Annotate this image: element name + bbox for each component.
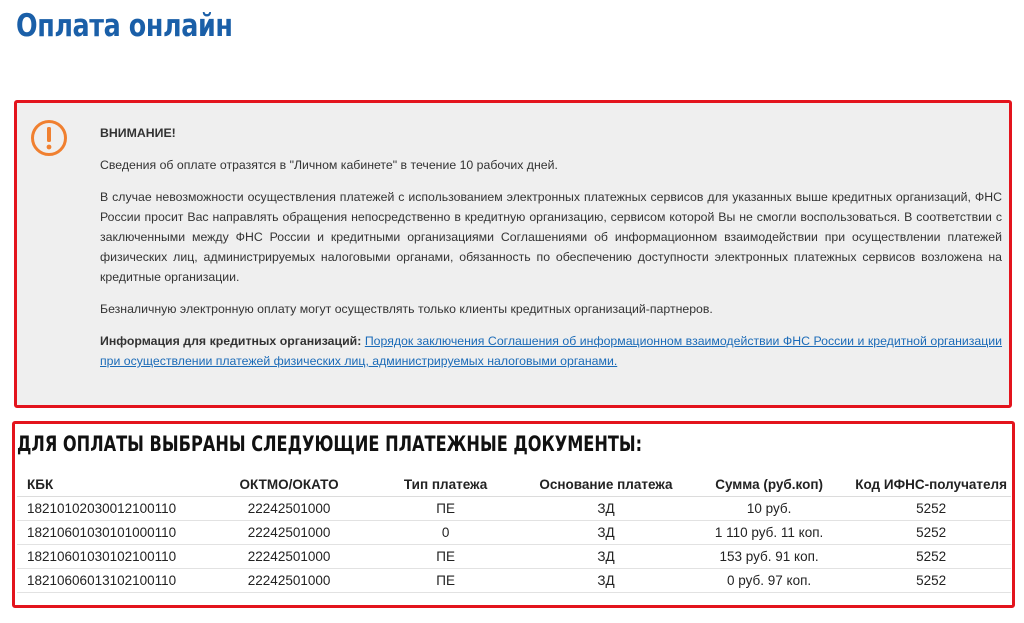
cell-oktmo: 22242501000 bbox=[212, 569, 366, 593]
cell-payment-type: ПЕ bbox=[366, 569, 525, 593]
cell-amount: 1 110 руб. 11 коп. bbox=[687, 521, 851, 545]
cell-payment-basis: ЗД bbox=[525, 545, 687, 569]
column-header-ifns-code: Код ИФНС-получателя bbox=[851, 472, 1011, 497]
cell-payment-basis: ЗД bbox=[525, 569, 687, 593]
cell-amount: 0 руб. 97 коп. bbox=[687, 569, 851, 593]
cell-kbk: 18210606013102100110 bbox=[17, 569, 212, 593]
column-header-payment-type: Тип платежа bbox=[366, 472, 525, 497]
cell-amount: 153 руб. 91 коп. bbox=[687, 545, 851, 569]
cell-payment-basis: ЗД bbox=[525, 521, 687, 545]
notice-paragraph-payment-info: Сведения об оплате отразятся в "Личном кабинете" в течение 10 рабочих дней. bbox=[100, 158, 558, 172]
exclamation-circle-icon bbox=[30, 119, 68, 157]
cell-amount: 10 руб. bbox=[687, 497, 851, 521]
table-row bbox=[17, 521, 1011, 545]
column-header-kbk: КБК bbox=[17, 472, 212, 497]
column-header-oktmo: ОКТМО/ОКАТО bbox=[212, 472, 366, 497]
notice-heading: ВНИМАНИЕ! bbox=[100, 126, 176, 140]
cell-ifns-code: 5252 bbox=[851, 545, 1011, 569]
table-row bbox=[17, 497, 1011, 521]
notice-panel bbox=[14, 100, 1012, 408]
column-header-payment-basis: Основание платежа bbox=[525, 472, 687, 497]
cell-payment-type: ПЕ bbox=[366, 545, 525, 569]
cell-ifns-code: 5252 bbox=[851, 497, 1011, 521]
notice-paragraph-partners: Безналичную электронную оплату могут осуществлять только клиенты кредитных организаций-партнеров. bbox=[100, 302, 713, 316]
cell-ifns-code: 5252 bbox=[851, 569, 1011, 593]
cell-ifns-code: 5252 bbox=[851, 521, 1011, 545]
credit-info-label: Информация для кредитных организаций: bbox=[100, 334, 362, 348]
table-row bbox=[17, 569, 1011, 593]
cell-oktmo: 22242501000 bbox=[212, 545, 366, 569]
cell-oktmo: 22242501000 bbox=[212, 497, 366, 521]
documents-title: ДЛЯ ОПЛАТЫ ВЫБРАНЫ СЛЕДУЮЩИЕ ПЛАТЕЖНЫЕ ДОКУМЕНТЫ: bbox=[17, 432, 643, 456]
cell-kbk: 18210601030102100110 bbox=[17, 545, 212, 569]
notice-body bbox=[100, 123, 1002, 383]
cell-payment-type: ПЕ bbox=[366, 497, 525, 521]
payment-documents-panel bbox=[12, 421, 1015, 608]
cell-payment-type: 0 bbox=[366, 521, 525, 545]
agreement-procedure-link[interactable]: Порядок заключения Соглашения об информационном взаимодействии ФНС России и кредитной организации при осуществлении платежей физических лиц, администрируемых налоговыми органами. bbox=[100, 334, 1003, 368]
page-title: Оплата онлайн bbox=[16, 8, 233, 44]
payment-documents-table bbox=[17, 472, 1011, 593]
cell-oktmo: 22242501000 bbox=[212, 521, 366, 545]
notice-paragraph-appeals: В случае невозможности осуществления платежей с использованием электронных платежных сервисов для указанных выше кредитных организаций, ФНС России просит Вас направлять обращения непосредственно в кредитную организацию, сервисом которой Вы не смогли воспользоваться. В соответствии с заключенными между ФНС России и кредитными организациями Соглашениями об информационном взаимодействии при осуществлении платежей физических лиц, администрируемых налоговыми органами, обязанность по обеспечению доступности электронных платежных сервисов возложена на кредитные организации. bbox=[100, 190, 1002, 284]
table-header-row bbox=[17, 472, 1011, 497]
notice-credit-info bbox=[100, 331, 1002, 371]
cell-payment-basis: ЗД bbox=[525, 497, 687, 521]
table-row bbox=[17, 545, 1011, 569]
column-header-amount: Сумма (руб.коп) bbox=[687, 472, 851, 497]
cell-kbk: 18210601030101000110 bbox=[17, 521, 212, 545]
cell-kbk: 18210102030012100110 bbox=[17, 497, 212, 521]
